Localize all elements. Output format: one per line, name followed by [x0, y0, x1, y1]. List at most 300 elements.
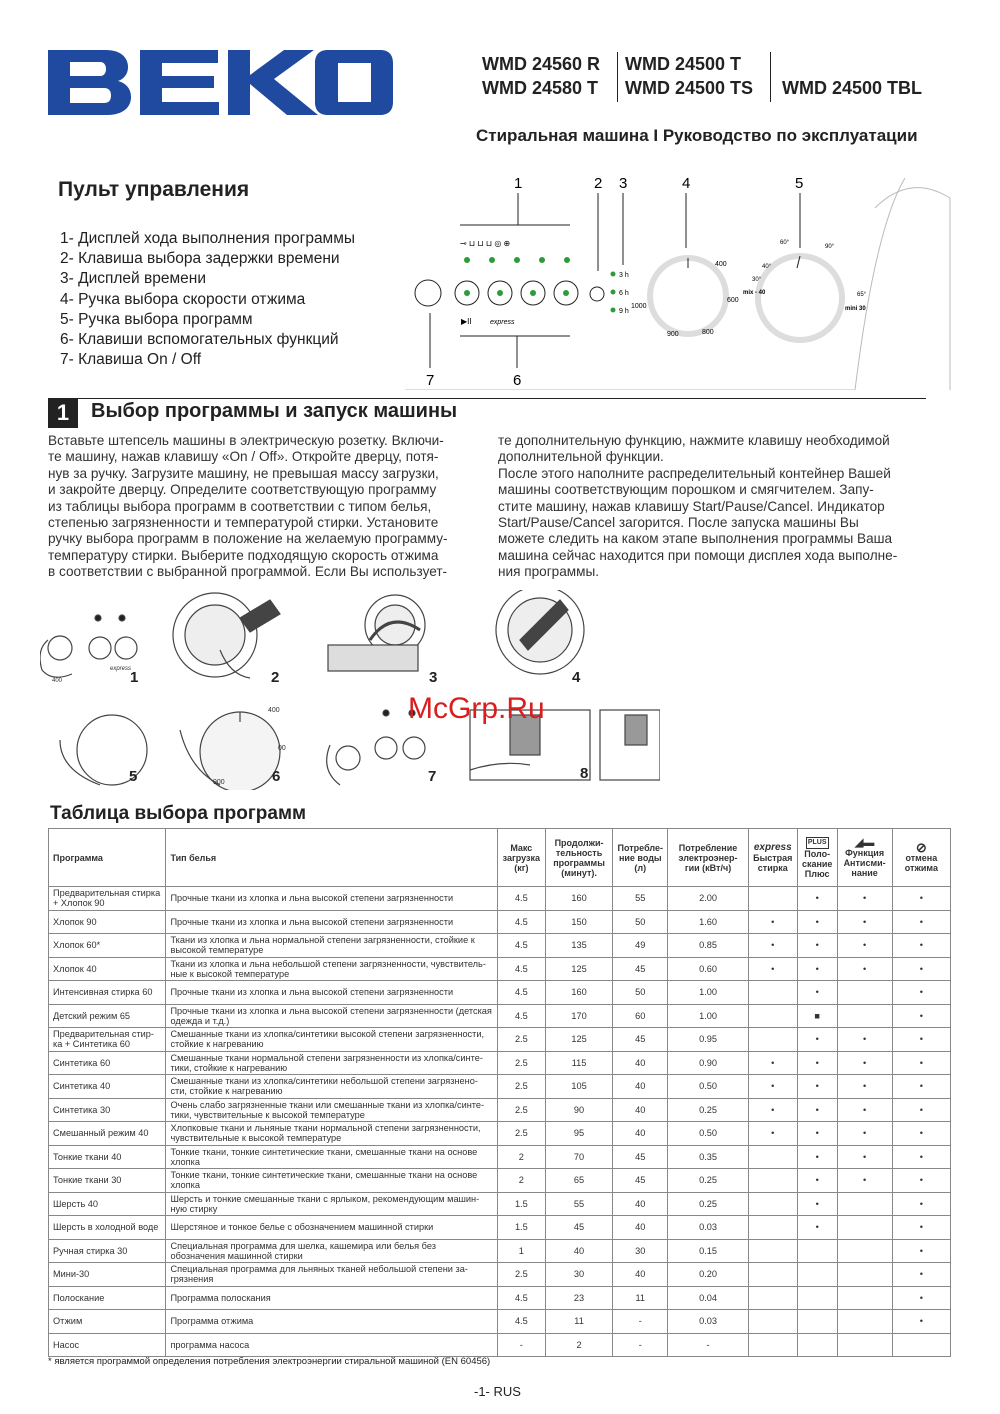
table-cell: 40: [613, 1263, 668, 1287]
step-number: 7: [428, 768, 437, 785]
dial-label: mini 30: [845, 306, 866, 312]
table-cell: •: [797, 1075, 837, 1099]
table-cell: 125: [545, 957, 612, 981]
table-cell: 2.00: [668, 887, 748, 911]
table-cell: -: [613, 1310, 668, 1334]
program-name: Предварительная стир-ка + Синтетика 60: [49, 1028, 166, 1052]
program-name: Детский режим 65: [49, 1004, 166, 1028]
fabric-type: Ткани из хлопка и льна нормальной степени загрязненности, стойкие к высокой температуре: [166, 934, 497, 958]
illus-label: 400: [52, 678, 63, 684]
table-cell: [837, 1286, 892, 1310]
table-cell: [748, 1028, 797, 1052]
col-header-text: Функция Антисми-нание: [843, 847, 886, 878]
table-cell: 0.50: [668, 1122, 748, 1146]
col-header-text: отмена отжима: [904, 852, 938, 873]
table-cell: •: [797, 934, 837, 958]
table-cell: 2: [545, 1333, 612, 1357]
table-cell: •: [797, 1192, 837, 1216]
dial-label: 90°: [825, 244, 835, 250]
table-cell: 160: [545, 981, 612, 1005]
footnote: * является программой определения потребления электроэнергии стиральной машиной (EN 60456): [48, 1356, 491, 1367]
table-cell: 30: [613, 1239, 668, 1263]
table-cell: 11: [545, 1310, 612, 1334]
table-cell: 0.03: [668, 1216, 748, 1240]
table-row: [49, 957, 951, 981]
table-cell: 45: [613, 957, 668, 981]
table-cell: •: [837, 910, 892, 934]
fabric-type: Смешанные ткани из хлопка/синтетики небольшой степени загрязнено-сти, стойкие к нагреванию: [166, 1075, 497, 1099]
table-cell: •: [892, 1192, 950, 1216]
table-cell: 40: [613, 1098, 668, 1122]
legend-item: 2- Клавиша выбора задержки времени: [60, 250, 340, 268]
table-cell: 50: [613, 910, 668, 934]
table-cell: [837, 1263, 892, 1287]
table-cell: 0.03: [668, 1310, 748, 1334]
table-row: [49, 1075, 951, 1099]
callout-2: 2: [594, 175, 603, 192]
table-cell: 50: [613, 981, 668, 1005]
text-line: машина сейчас находится при помощи дисплея хода выполне-: [498, 547, 898, 563]
table-row: [49, 1122, 951, 1146]
col-header: [797, 829, 837, 887]
delay-label: 6 h: [619, 290, 629, 297]
callout-7: 7: [426, 372, 435, 389]
table-cell: 1.60: [668, 910, 748, 934]
table-cell: [837, 1310, 892, 1334]
spin-label: 600: [727, 297, 739, 304]
instructions-left-column: [48, 433, 473, 581]
table-cell: 40: [613, 1075, 668, 1099]
table-cell: •: [797, 1145, 837, 1169]
table-cell: [837, 1004, 892, 1028]
spin-label: 1000: [631, 303, 647, 310]
model-name: WMD 24500 TBL: [782, 78, 923, 98]
legend-item: 6- Клавиши вспомогательных функций: [60, 331, 339, 349]
table-cell: 2.5: [497, 1098, 545, 1122]
text-line: машины соответствующим порошком и смягчителем. Запу-: [498, 482, 874, 498]
fabric-type: Программа отжима: [166, 1310, 497, 1334]
step-number: 1: [130, 669, 139, 686]
col-header: Потребле-ние воды (л): [613, 829, 668, 887]
table-cell: 55: [545, 1192, 612, 1216]
table-cell: •: [892, 1028, 950, 1052]
table-cell: •: [837, 1028, 892, 1052]
table-cell: •: [748, 957, 797, 981]
spin-label: 900: [667, 331, 679, 338]
table-cell: •: [748, 1122, 797, 1146]
text-line: те машину, нажав клавишу «On / Off». Откройте дверцу, потя-: [48, 449, 439, 465]
express-icon: express: [753, 841, 792, 853]
watermark: McGrp.Ru: [408, 692, 545, 725]
col-header: [837, 829, 892, 887]
table-cell: 70: [545, 1145, 612, 1169]
callout-1: 1: [514, 175, 523, 192]
instructions-right-column: [498, 433, 923, 581]
table-row: [49, 934, 951, 958]
table-cell: 65: [545, 1169, 612, 1193]
step-number: 4: [572, 669, 581, 686]
table-cell: [748, 1192, 797, 1216]
fabric-type: Специальная программа для шелка, кашемира или белья без обозначения машинной стирки: [166, 1239, 497, 1263]
table-cell: [797, 1263, 837, 1287]
text-line: стите машину, нажав клавишу Start/Pause/Cancel. Индикатор: [498, 498, 885, 514]
table-cell: 105: [545, 1075, 612, 1099]
program-name: Интенсивная стирка 60: [49, 981, 166, 1005]
fabric-type: Прочные ткани из хлопка и льна высокой степени загрязненности: [166, 910, 497, 934]
table-cell: •: [837, 934, 892, 958]
on-off-button[interactable]: [415, 280, 441, 306]
model-column-1: [482, 52, 600, 100]
table-cell: [837, 1216, 892, 1240]
table-cell: 0.90: [668, 1051, 748, 1075]
table-row: [49, 1310, 951, 1334]
fabric-type: Шерстяное и тонкое белье с обозначением машинной стирки: [166, 1216, 497, 1240]
table-cell: •: [797, 1169, 837, 1193]
table-cell: 125: [545, 1028, 612, 1052]
col-header: Программа: [49, 829, 166, 887]
no-spin-icon: ⊘: [915, 839, 927, 855]
table-cell: •: [797, 957, 837, 981]
table-cell: 45: [613, 1028, 668, 1052]
table-cell: •: [748, 1051, 797, 1075]
table-cell: 2.5: [497, 1028, 545, 1052]
text-line: степенью загрязненности и температурой стирки. Установите: [48, 515, 439, 531]
table-cell: •: [748, 934, 797, 958]
legend-item: 4- Ручка выбора скорости отжима: [60, 290, 306, 308]
table-cell: 60: [613, 1004, 668, 1028]
table-cell: [748, 1004, 797, 1028]
program-name: Шерсть 40: [49, 1192, 166, 1216]
callout-6: 6: [513, 372, 522, 389]
program-table: [48, 828, 951, 1357]
spin-speed-knob[interactable]: [650, 258, 726, 334]
svg-text:express: express: [490, 319, 515, 326]
page-number: -1- RUS: [474, 1384, 521, 1399]
table-cell: 4.5: [497, 1004, 545, 1028]
table-row: [49, 1098, 951, 1122]
table-cell: [837, 1333, 892, 1357]
table-cell: •: [892, 1286, 950, 1310]
table-cell: 160: [545, 887, 612, 911]
table-cell: •: [892, 910, 950, 934]
table-cell: [748, 1169, 797, 1193]
text-line: После этого наполните распределительный контейнер Вашей: [498, 465, 891, 481]
table-cell: •: [837, 1051, 892, 1075]
program-name: Синтетика 40: [49, 1075, 166, 1099]
table-cell: •: [892, 1239, 950, 1263]
table-cell: 4.5: [497, 887, 545, 911]
program-name: Насос: [49, 1333, 166, 1357]
table-cell: [837, 1192, 892, 1216]
table-cell: 0.35: [668, 1145, 748, 1169]
fabric-type: Хлопковые ткани и льняные ткани нормальной степени загрязненности, чувствительные к высокой температуре: [166, 1122, 497, 1146]
callout-3: 3: [619, 175, 628, 192]
legend-item: 7- Клавиша On / Off: [60, 351, 202, 369]
table-cell: •: [797, 887, 837, 911]
table-cell: •: [797, 1051, 837, 1075]
table-cell: •: [797, 1122, 837, 1146]
table-cell: 2: [497, 1145, 545, 1169]
table-cell: 40: [613, 1051, 668, 1075]
table-cell: -: [668, 1333, 748, 1357]
text-line: нув за ручку. Загрузите машину, не превышая массу загрузки,: [48, 465, 439, 481]
text-line: температуру стирки. Выберите подходящую скорость отжима: [48, 547, 439, 563]
program-name: Синтетика 60: [49, 1051, 166, 1075]
table-cell: •: [797, 981, 837, 1005]
table-cell: •: [892, 1098, 950, 1122]
table-cell: 95: [545, 1122, 612, 1146]
table-cell: •: [837, 1075, 892, 1099]
table-cell: •: [748, 910, 797, 934]
table-cell: [748, 981, 797, 1005]
col-header: Потребление электроэнер-гии (кВт/ч): [668, 829, 748, 887]
table-cell: 45: [613, 1169, 668, 1193]
fabric-type: Смешанные ткани нормальной степени загрязненности из хлопка/синте-тики, стойкие к нагреванию: [166, 1051, 497, 1075]
fabric-type: Тонкие ткани, тонкие синтетические ткани, смешанные ткани на основе хлопка: [166, 1169, 497, 1193]
delay-label: 9 h: [619, 308, 629, 315]
program-name: Тонкие ткани 30: [49, 1169, 166, 1193]
table-cell: 40: [545, 1239, 612, 1263]
fabric-type: программа насоса: [166, 1333, 497, 1357]
program-name: Синтетика 30: [49, 1098, 166, 1122]
iron-icon: ◢▬: [854, 836, 875, 849]
section-number: 1: [48, 398, 78, 428]
col-header-text: Поло-скание Плюс: [801, 849, 833, 879]
table-cell: 4.5: [497, 1310, 545, 1334]
delay-button[interactable]: [590, 287, 604, 301]
program-name: Тонкие ткани 40: [49, 1145, 166, 1169]
table-cell: [837, 981, 892, 1005]
illus-label: 400: [268, 707, 280, 714]
fabric-type: Прочные ткани из хлопка и льна высокой степени загрязненности (детская одежда и т.д.): [166, 1004, 497, 1028]
table-cell: •: [892, 1145, 950, 1169]
table-cell: •: [837, 957, 892, 981]
table-cell: •: [837, 1122, 892, 1146]
model-column-2: [625, 52, 753, 100]
table-cell: [797, 1310, 837, 1334]
table-cell: •: [892, 934, 950, 958]
table-cell: 0.15: [668, 1239, 748, 1263]
fabric-type: Шерсть и тонкие смешанные ткани с ярлыком, рекомендующим машин-ную стирку: [166, 1192, 497, 1216]
table-cell: 2.5: [497, 1263, 545, 1287]
model-name: WMD 24500 TS: [625, 78, 754, 98]
fabric-type: Очень слабо загрязненные ткани или смешанные ткани из хлопка/синте-тики, чувствительные к высокой температуре: [166, 1098, 497, 1122]
program-table-title: Таблица выбора программ: [50, 803, 307, 824]
dial-label: mix - 40: [743, 290, 766, 296]
dial-label: 30°: [752, 277, 762, 283]
table-cell: 4.5: [497, 1286, 545, 1310]
spin-label: 400: [715, 261, 727, 268]
svg-text:▶II: ▶II: [461, 317, 472, 326]
table-cell: •: [748, 1075, 797, 1099]
legend-item: 5- Ручка выбора программ: [60, 310, 253, 328]
table-cell: [748, 1216, 797, 1240]
table-cell: •: [892, 1216, 950, 1240]
table-row: [49, 1216, 951, 1240]
step-number: 8: [580, 765, 589, 782]
col-header: [748, 829, 797, 887]
table-row: [49, 910, 951, 934]
program-name: Хлопок 90: [49, 910, 166, 934]
table-cell: 90: [545, 1098, 612, 1122]
fabric-type: Ткани из хлопка и льна небольшой степени загрязненности, чувствитель-ные к высокой температуре: [166, 957, 497, 981]
control-panel-diagram: [405, 168, 955, 390]
table-row: [49, 1263, 951, 1287]
program-name: Мини-30: [49, 1263, 166, 1287]
table-cell: 1.5: [497, 1192, 545, 1216]
table-row: [49, 981, 951, 1005]
table-cell: 30: [545, 1263, 612, 1287]
table-cell: 23: [545, 1286, 612, 1310]
table-row: [49, 1051, 951, 1075]
table-row: [49, 1286, 951, 1310]
dial-label: 40°: [762, 264, 772, 270]
table-cell: 11: [613, 1286, 668, 1310]
text-line: Start/Pause/Cancel загорится. После запуска машины Вы: [498, 515, 859, 531]
table-cell: 1.00: [668, 1004, 748, 1028]
table-cell: [797, 1286, 837, 1310]
text-line: в соответствии с выбранной программой. Если Вы использует-: [48, 564, 448, 580]
table-cell: 1.00: [668, 981, 748, 1005]
text-line: ручку выбора программ в положение на желаемую программу-: [48, 531, 448, 547]
callout-5: 5: [795, 175, 804, 192]
step-number: 3: [429, 669, 438, 686]
step-illustrations: [40, 590, 660, 790]
table-cell: •: [892, 1075, 950, 1099]
table-cell: 170: [545, 1004, 612, 1028]
delay-label: 3 h: [619, 272, 629, 279]
dial-label: 60°: [780, 240, 790, 246]
col-header: Макс загрузка (кг): [497, 829, 545, 887]
text-line: ния программы.: [498, 564, 600, 580]
col-header: [892, 829, 950, 887]
control-panel-legend: [60, 229, 355, 370]
program-name: Отжим: [49, 1310, 166, 1334]
table-cell: •: [892, 1122, 950, 1146]
table-cell: •: [797, 1028, 837, 1052]
table-cell: 0.25: [668, 1098, 748, 1122]
text-line: те дополнительную функцию, нажмите клавишу необходимой: [498, 433, 890, 448]
text-line: и закройте дверцу. Определите соответствующую программу: [48, 482, 437, 498]
table-cell: [748, 1239, 797, 1263]
table-cell: [748, 1310, 797, 1334]
control-panel-title: Пульт управления: [58, 178, 250, 201]
table-cell: [748, 1263, 797, 1287]
table-cell: [797, 1239, 837, 1263]
table-cell: •: [892, 1310, 950, 1334]
table-cell: 0.20: [668, 1263, 748, 1287]
table-cell: -: [497, 1333, 545, 1357]
table-cell: 40: [613, 1192, 668, 1216]
spin-label: 800: [702, 329, 714, 336]
table-cell: •: [797, 1098, 837, 1122]
col-header: Тип белья: [166, 829, 497, 887]
table-cell: 0.04: [668, 1286, 748, 1310]
table-cell: 45: [545, 1216, 612, 1240]
fabric-type: Прочные ткани из хлопка и льна высокой степени загрязненности: [166, 981, 497, 1005]
program-name: Шерсть в холодной воде: [49, 1216, 166, 1240]
table-cell: 55: [613, 887, 668, 911]
table-cell: 40: [613, 1216, 668, 1240]
table-cell: 4.5: [497, 981, 545, 1005]
table-cell: •: [892, 1051, 950, 1075]
step-number: 2: [271, 669, 280, 686]
step-number: 6: [272, 768, 281, 785]
program-name: Хлопок 60*: [49, 934, 166, 958]
dial-label: 65°: [857, 292, 867, 298]
table-cell: 115: [545, 1051, 612, 1075]
document-subtitle: Стиральная машина I Руководство по эксплуатации: [476, 126, 918, 145]
table-cell: 150: [545, 910, 612, 934]
table-cell: 2: [497, 1169, 545, 1193]
section-title: Выбор программы и запуск машины: [91, 400, 458, 422]
table-cell: 1.5: [497, 1216, 545, 1240]
fabric-type: Тонкие ткани, тонкие синтетические ткани, смешанные ткани на основе хлопка: [166, 1145, 497, 1169]
step-number: 5: [129, 768, 138, 785]
table-cell: [748, 1145, 797, 1169]
model-name: WMD 24500 T: [625, 54, 742, 74]
fabric-type: Прочные ткани из хлопка и льна высокой степени загрязненности: [166, 887, 497, 911]
table-cell: [748, 1333, 797, 1357]
model-name: WMD 24560 R: [482, 54, 601, 74]
table-cell: 0.25: [668, 1169, 748, 1193]
legend-item: 3- Дисплей времени: [60, 270, 206, 288]
table-cell: •: [892, 1263, 950, 1287]
table-row: [49, 1192, 951, 1216]
program-name: Полоскание: [49, 1286, 166, 1310]
program-name: Предварительная стирка + Хлопок 90: [49, 887, 166, 911]
table-cell: -: [613, 1333, 668, 1357]
text-line: можете следить на каком этапе выполнения программы Ваша: [498, 531, 893, 547]
illus-label: 900: [213, 779, 225, 786]
col-header: Продолжи-тельность программы (минут).: [545, 829, 612, 887]
table-cell: [837, 1239, 892, 1263]
program-name: Ручная стирка 30: [49, 1239, 166, 1263]
table-cell: •: [797, 1216, 837, 1240]
table-cell: ■: [797, 1004, 837, 1028]
table-cell: 1: [497, 1239, 545, 1263]
table-cell: 0.25: [668, 1192, 748, 1216]
table-cell: •: [797, 910, 837, 934]
text-line: из таблицы выбора программ в соответствии с типом белья,: [48, 498, 432, 514]
program-name: Смешанный режим 40: [49, 1122, 166, 1146]
rinse-plus-icon: PLUS: [806, 837, 829, 849]
table-row: [49, 1239, 951, 1263]
fabric-type: Специальная программа для льняных тканей небольшой степени за-грязнения: [166, 1263, 497, 1287]
table-cell: 40: [613, 1122, 668, 1146]
table-row: [49, 1169, 951, 1193]
table-cell: 4.5: [497, 934, 545, 958]
table-cell: •: [892, 957, 950, 981]
table-cell: •: [892, 1004, 950, 1028]
table-row: [49, 887, 951, 911]
fabric-type: Программа полоскания: [166, 1286, 497, 1310]
svg-text:⊸ ⊔ ⊔ ⊔ ◎ ⊕: ⊸ ⊔ ⊔ ⊔ ◎ ⊕: [460, 239, 511, 248]
table-cell: 45: [613, 1145, 668, 1169]
fabric-type: Смешанные ткани из хлопка/синтетики высокой степени загрязненности, стойкие к нагреванию: [166, 1028, 497, 1052]
table-row: [49, 1004, 951, 1028]
table-cell: [892, 1333, 950, 1357]
illus-label: express: [110, 666, 132, 672]
legend-item: 1- Дисплей хода выполнения программы: [60, 230, 356, 247]
callout-4: 4: [682, 175, 691, 192]
table-cell: •: [837, 887, 892, 911]
model-name: WMD 24580 T: [482, 78, 599, 98]
col-header-text: Быстрая стирка: [753, 852, 793, 873]
table-cell: •: [837, 1145, 892, 1169]
table-cell: •: [892, 981, 950, 1005]
text-line: Вставьте штепсель машины в электрическую розетку. Включи-: [48, 433, 444, 448]
